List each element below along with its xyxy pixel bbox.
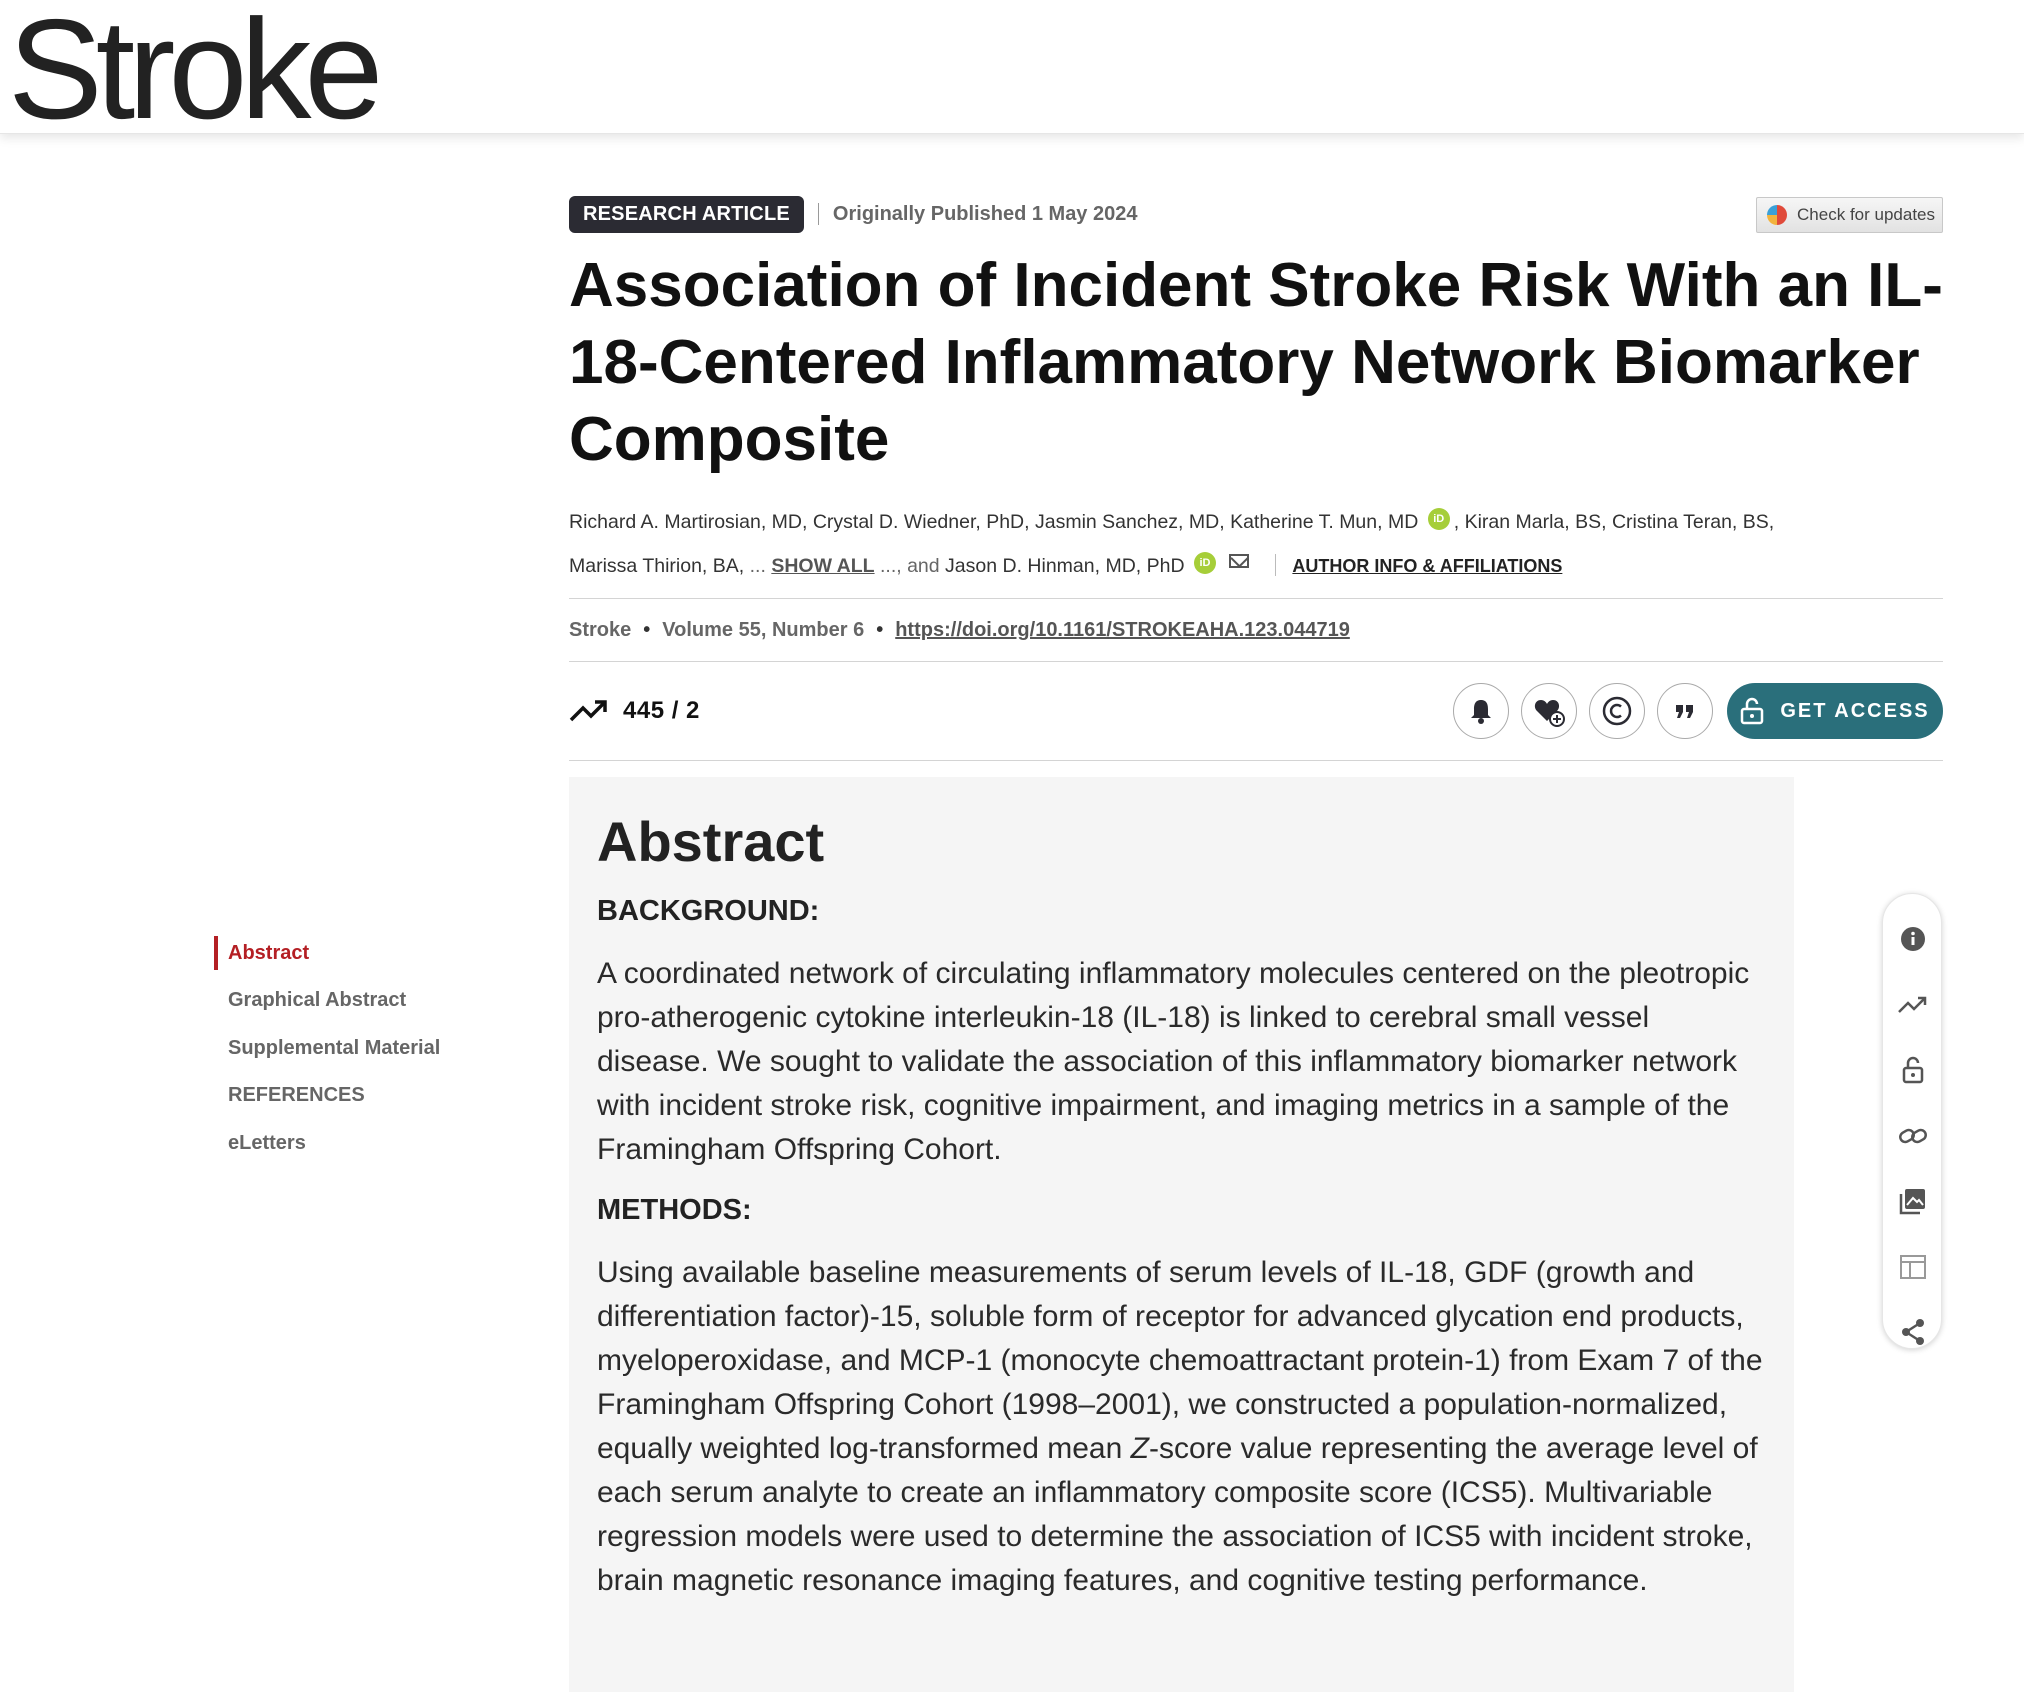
- author-ellipsis: ...: [749, 555, 766, 577]
- journal-logo[interactable]: Stroke: [8, 0, 377, 149]
- author-link[interactable]: Richard A. Martirosian, MD: [569, 511, 802, 533]
- nav-item-supplemental-material[interactable]: Supplemental Material: [228, 1036, 441, 1059]
- info-button[interactable]: [1898, 924, 1928, 954]
- metrics-button[interactable]: [1898, 990, 1928, 1020]
- orcid-icon[interactable]: iD: [1428, 508, 1450, 530]
- link-icon: [1898, 1126, 1928, 1146]
- author-link[interactable]: Marissa Thirion, BA: [569, 555, 739, 577]
- methods-heading: METHODS:: [597, 1193, 752, 1226]
- publication-date: Originally Published 1 May 2024: [832, 202, 1138, 225]
- metrics-count[interactable]: 445 / 2: [623, 697, 700, 724]
- side-toolbar: [1882, 893, 1942, 1349]
- journal-number[interactable]: Number 6: [771, 618, 865, 641]
- favorite-button[interactable]: [1521, 683, 1577, 739]
- link-button[interactable]: [1898, 1121, 1928, 1151]
- orcid-icon[interactable]: iD: [1194, 552, 1216, 574]
- abstract-heading: Abstract: [597, 810, 825, 873]
- bullet: •: [876, 618, 884, 641]
- doi-link[interactable]: https://doi.org/10.1161/STROKEAHA.123.044719: [895, 618, 1350, 641]
- get-access-button[interactable]: [1727, 683, 1943, 739]
- trending-up-icon: [1898, 994, 1928, 1016]
- figures-button[interactable]: [1898, 1186, 1928, 1216]
- author-divider: [1275, 554, 1276, 576]
- check-for-updates-button[interactable]: [1756, 197, 1943, 233]
- heart-plus-icon: [1532, 694, 1566, 728]
- methods-text-part: Using available baseline measurements of serum levels of IL-18, GDF (growth and differentiation factor)-15, soluble form of receptor for advanced glycation end products, myeloperoxidase, and MCP-1 (monocyte chemoattractant protein-1) from Exam 7 of the Framingham Offspring Cohort (1998–2001), we constructed a population-normalized, equally weighted log-transformed mean: [597, 1255, 1763, 1465]
- access-button[interactable]: [1898, 1055, 1928, 1085]
- divider: [569, 760, 1943, 761]
- article-header: [569, 195, 1943, 761]
- permissions-button[interactable]: [1589, 683, 1645, 739]
- nav-item-abstract[interactable]: Abstract: [214, 936, 440, 970]
- journal-volume[interactable]: Volume 55: [662, 618, 761, 641]
- author-link[interactable]: Kiran Marla, BS: [1464, 511, 1602, 533]
- author-and: ..., and: [880, 555, 940, 577]
- quote-icon: [1673, 699, 1697, 723]
- nav-item-graphical-abstract[interactable]: Graphical Abstract: [228, 989, 407, 1011]
- methods-italic: Z: [1130, 1431, 1149, 1465]
- alert-button[interactable]: [1453, 683, 1509, 739]
- journal-name[interactable]: Stroke: [569, 618, 632, 641]
- background-heading: BACKGROUND:: [597, 894, 820, 927]
- metrics-row: [569, 662, 1943, 760]
- cite-button[interactable]: [1657, 683, 1713, 739]
- meta-divider: [818, 203, 819, 225]
- author-link[interactable]: Cristina Teran, BS: [1611, 511, 1769, 533]
- copyright-icon: [1601, 695, 1633, 727]
- background-text: A coordinated network of circulating inflammatory molecules centered on the pleotropic pro-atherogenic cytokine interleukin-18 (IL-18) is linked to cerebral small vessel disease. We sought to validate the association of this inflammatory biomarker network with incident stroke risk, cognitive impairment, and imaging metrics in a sample of the Framingham Offspring Cohort.: [597, 956, 1750, 1166]
- email-icon[interactable]: [1229, 554, 1249, 568]
- crossmark-icon: [1767, 205, 1787, 225]
- lock-icon: [1902, 1056, 1924, 1084]
- author-list: Richard A. Martirosian, MD, Crystal D. Wiedner, PhD, Jasmin Sanchez, MD, Katherine T. Mun, MD iD , Kiran Marla, BS, Cristina Teran, BS, Marissa Thirion, BA, ... SHOW ALL ..., and Jason D. Hinman, MD, PhD iD AUTHOR INFO & AFFILIATIONS: [569, 500, 1943, 588]
- trending-up-icon[interactable]: [569, 696, 609, 726]
- nav-item-eletters[interactable]: eLetters: [228, 1131, 306, 1154]
- image-gallery-icon: [1899, 1187, 1927, 1215]
- comma: ,: [760, 618, 772, 641]
- bullet: •: [643, 618, 651, 641]
- article-title: Association of Incident Stroke Risk With an IL-18-Centered Inflammatory Network Biomarker Composite: [569, 251, 1943, 474]
- bell-icon: [1466, 696, 1496, 726]
- abstract-section: [569, 777, 1794, 1692]
- table-icon: [1899, 1254, 1927, 1280]
- share-icon: [1900, 1318, 1926, 1346]
- show-all-authors-button[interactable]: SHOW ALL: [771, 555, 875, 577]
- article-section-nav: [214, 936, 440, 1173]
- get-access-label: GET ACCESS: [1780, 699, 1930, 722]
- author-link[interactable]: Jasmin Sanchez, MD: [1034, 511, 1220, 533]
- share-button[interactable]: [1898, 1317, 1928, 1347]
- info-icon: [1900, 926, 1926, 952]
- methods-text-part: -score value representing the average level of each serum analyte to create an inflammatory composite score (ICS5). Multivariable regression models were used to determine the association of ICS5 with incident stroke, brain magnetic resonance imaging features, and cognitive testing performance.: [597, 1431, 1758, 1597]
- article-meta-row: [569, 195, 1943, 233]
- unlock-icon: [1740, 697, 1764, 725]
- author-affiliations-button[interactable]: AUTHOR INFO & AFFILIATIONS: [1292, 556, 1563, 576]
- check-updates-label: Check for updates: [1797, 205, 1935, 224]
- article-type-badge: RESEARCH ARTICLE: [569, 196, 804, 233]
- site-header: [0, 0, 2024, 149]
- author-link[interactable]: Jason D. Hinman, MD, PhD: [945, 555, 1185, 577]
- methods-text: [597, 1251, 1767, 1603]
- article-actions: [1453, 683, 1943, 739]
- nav-item-references[interactable]: REFERENCES: [228, 1084, 365, 1106]
- tables-button[interactable]: [1898, 1252, 1928, 1282]
- author-link[interactable]: Katherine T. Mun, MD: [1230, 511, 1419, 533]
- author-link[interactable]: Crystal D. Wiedner, PhD: [812, 511, 1025, 533]
- citation-row: [569, 599, 1943, 661]
